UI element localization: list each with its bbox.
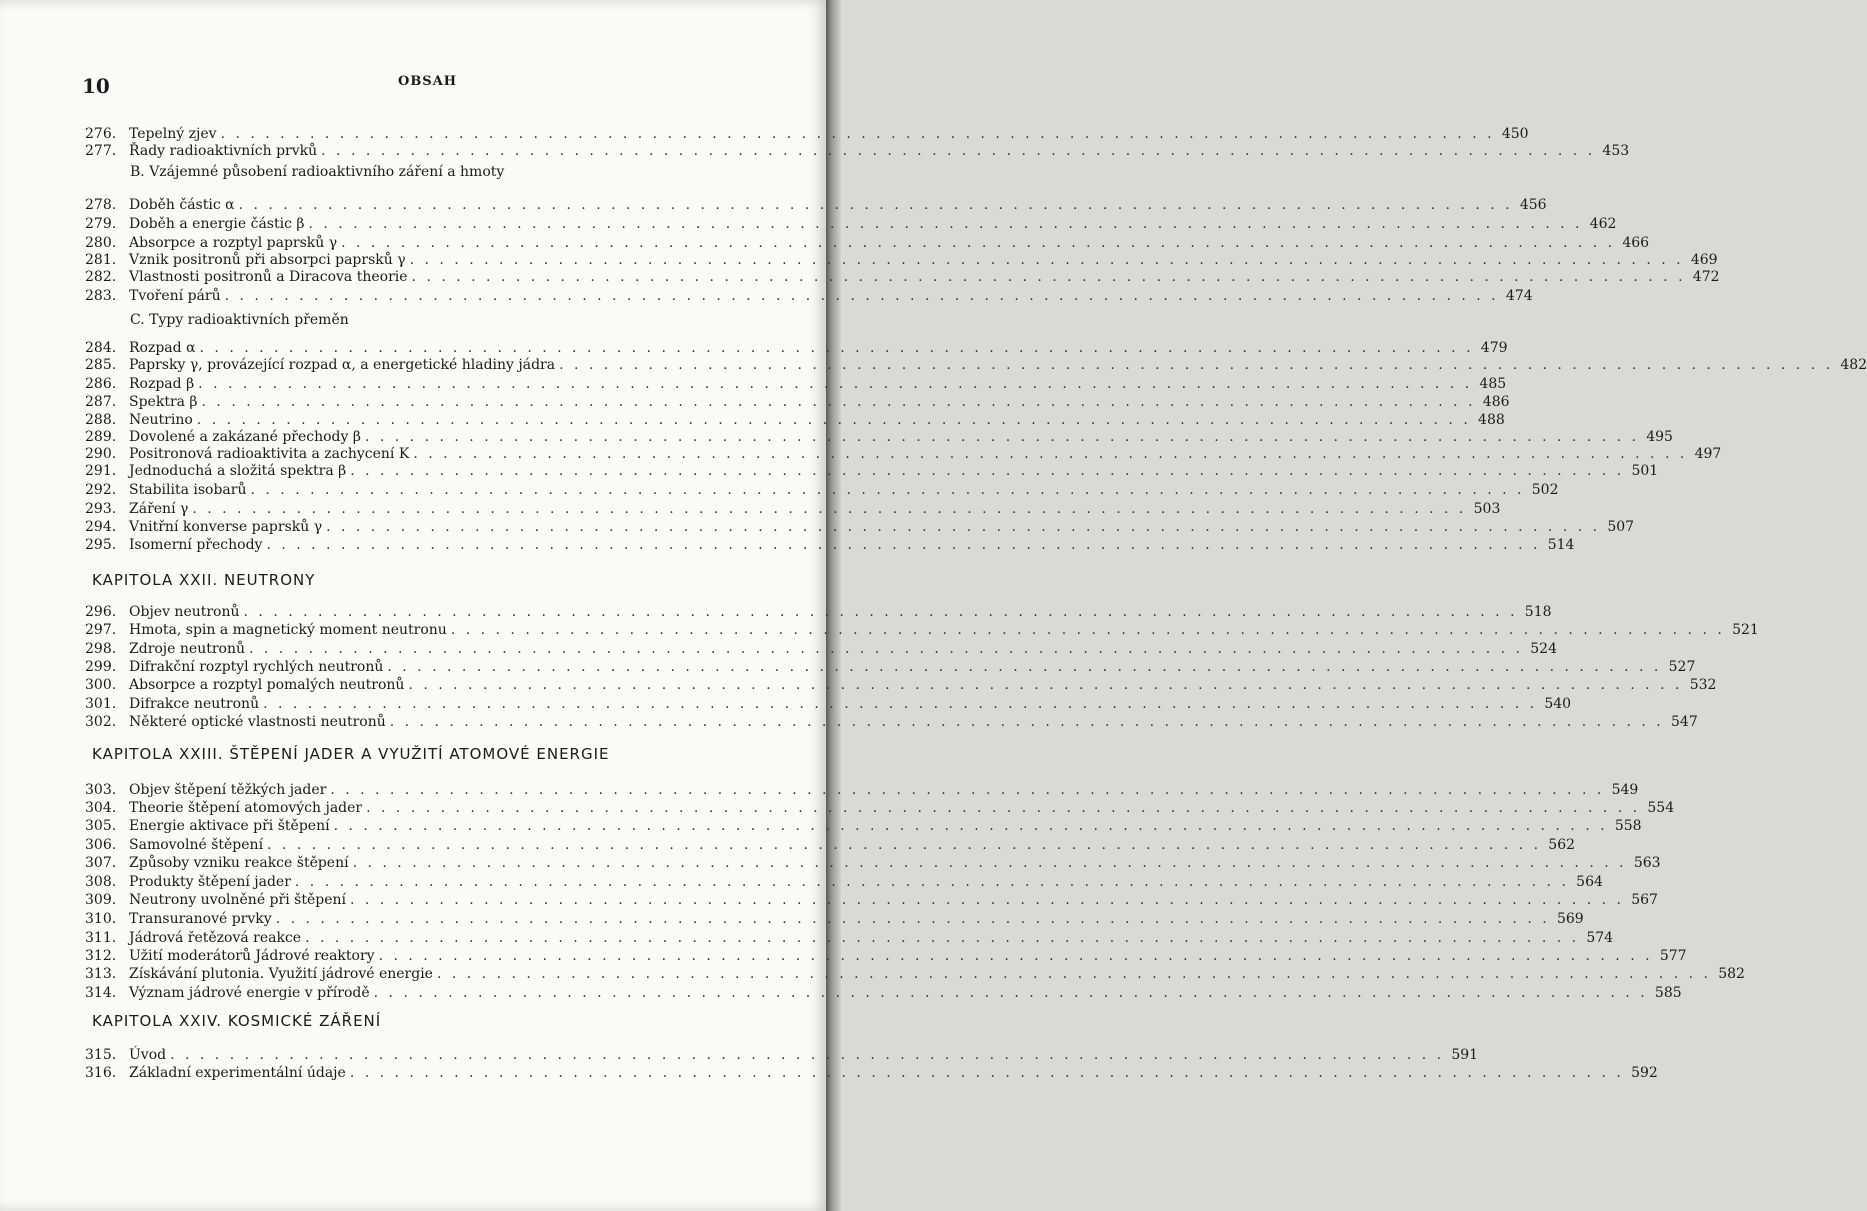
entry-number: 302. bbox=[85, 714, 117, 730]
toc-entry bbox=[85, 640, 1557, 658]
entry-title: Řady radioaktivních prvků bbox=[129, 143, 318, 159]
entry-title: Objev neutronů bbox=[129, 604, 240, 620]
toc-entry bbox=[85, 658, 1696, 676]
entry-number: 284. bbox=[85, 340, 117, 356]
entry-title: Rozpad β bbox=[129, 376, 195, 392]
entry-number: 305. bbox=[85, 818, 117, 834]
dot-leader: . . . . . . . . . . . . . . . . . . . . . . . . . . . . . . . . . . . . . . . . . . . . . . . . . . . . . . . . . . . . . . . . . . . . . . . . . . . . . . . . . . . . . . bbox=[199, 340, 1474, 356]
toc-entry bbox=[85, 781, 1639, 799]
entry-number: 299. bbox=[85, 659, 117, 675]
running-head: OBSAH bbox=[398, 74, 458, 89]
entry-page: 591 bbox=[1451, 1047, 1479, 1063]
entry-page: 469 bbox=[1690, 252, 1718, 268]
toc-entry bbox=[85, 965, 1745, 983]
entry-number: 277. bbox=[85, 143, 117, 159]
dot-leader: . . . . . . . . . . . . . . . . . . . . . . . . . . . . . . . . . . . . . . . . . . . . . . . . . . . . . . . . . . . . . . . . . . . . . . . . . . . . . . . . . . . . . . bbox=[559, 357, 1834, 373]
dot-leader: . . . . . . . . . . . . . . . . . . . . . . . . . . . . . . . . . . . . . . . . . . . . . . . . . . . . . . . . . . . . . . . . . . . . . . . . . . . . . . . . . . . . . . bbox=[220, 126, 1495, 142]
entry-number: 291. bbox=[85, 463, 117, 479]
entry-page: 453 bbox=[1602, 143, 1630, 159]
toc-entry bbox=[85, 234, 1650, 252]
entry-page: 485 bbox=[1479, 376, 1507, 392]
entry-title: Energie aktivace při štěpení bbox=[129, 818, 330, 834]
entry-number: 283. bbox=[85, 288, 117, 304]
entry-title: Neutrony uvolněné při štěpení bbox=[129, 892, 346, 908]
entry-title: Isomerní přechody bbox=[129, 537, 263, 553]
subsection-heading: B. Vzájemné působení radioaktivního záření a hmoty bbox=[130, 164, 505, 180]
entry-page: 462 bbox=[1589, 216, 1617, 232]
entry-number: 308. bbox=[85, 874, 117, 890]
toc-entry bbox=[85, 799, 1675, 817]
dot-leader: . . . . . . . . . . . . . . . . . . . . . . . . . . . . . . . . . . . . . . . . . . . . . . . . . . . . . . . . . . . . . . . . . . . . . . . . . . . . . . . . . . . . . . bbox=[352, 855, 1627, 871]
entry-title: Produkty štěpení jader bbox=[129, 874, 291, 890]
entry-number: 295. bbox=[85, 537, 117, 553]
dot-leader: . . . . . . . . . . . . . . . . . . . . . . . . . . . . . . . . . . . . . . . . . . . . . . . . . . . . . . . . . . . . . . . . . . . . . . . . . . . . . . . . . . . . . . bbox=[450, 622, 1725, 638]
entry-title: Záření γ bbox=[129, 501, 189, 517]
dot-leader: . . . . . . . . . . . . . . . . . . . . . . . . . . . . . . . . . . . . . . . . . . . . . . . . . . . . . . . . . . . . . . . . . . . . . . . . . . . . . . . . . . . . . . bbox=[387, 659, 1662, 675]
entry-title: Některé optické vlastnosti neutronů bbox=[129, 714, 386, 730]
entry-page: 518 bbox=[1524, 604, 1552, 620]
entry-title: Základní experimentální údaje bbox=[129, 1065, 346, 1081]
entry-page: 532 bbox=[1689, 677, 1717, 693]
entry-title: Tvoření párů bbox=[129, 288, 221, 304]
entry-title: Získávání plutonia. Využití jádrové energie bbox=[129, 966, 433, 982]
dot-leader: . . . . . . . . . . . . . . . . . . . . . . . . . . . . . . . . . . . . . . . . . . . . . . . . . . . . . . . . . . . . . . . . . . . . . . . . . . . . . . . . . . . . . . bbox=[349, 1065, 1624, 1081]
entry-page: 472 bbox=[1692, 269, 1720, 285]
toc-entry bbox=[85, 536, 1575, 554]
toc-entry bbox=[85, 251, 1718, 269]
entry-title: Dovolené a zakázané přechody β bbox=[129, 429, 361, 445]
entry-page: 495 bbox=[1646, 429, 1673, 445]
toc-entry bbox=[85, 1064, 1658, 1082]
entry-page: 567 bbox=[1631, 892, 1658, 908]
dot-leader: . . . . . . . . . . . . . . . . . . . . . . . . . . . . . . . . . . . . . . . . . . . . . . . . . . . . . . . . . . . . . . . . . . . . . . . . . . . . . . . . . . . . . . bbox=[389, 714, 1664, 730]
entry-number: 315. bbox=[85, 1047, 117, 1063]
dot-leader: . . . . . . . . . . . . . . . . . . . . . . . . . . . . . . . . . . . . . . . . . . . . . . . . . . . . . . . . . . . . . . . . . . . . . . . . . . . . . . . . . . . . . . bbox=[411, 269, 1686, 285]
entry-title: Význam jádrové energie v přírodě bbox=[129, 985, 370, 1001]
toc-entry bbox=[85, 621, 1759, 639]
dot-leader: . . . . . . . . . . . . . . . . . . . . . . . . . . . . . . . . . . . . . . . . . . . . . . . . . . . . . . . . . . . . . . . . . . . . . . . . . . . . . . . . . . . . . . bbox=[266, 537, 1541, 553]
entry-page: 524 bbox=[1530, 641, 1557, 657]
dot-leader: . . . . . . . . . . . . . . . . . . . . . . . . . . . . . . . . . . . . . . . . . . . . . . . . . . . . . . . . . . . . . . . . . . . . . . . . . . . . . . . . . . . . . . bbox=[201, 394, 1476, 410]
dot-leader: . . . . . . . . . . . . . . . . . . . . . . . . . . . . . . . . . . . . . . . . . . . . . . . . . . . . . . . . . . . . . . . . . . . . . . . . . . . . . . . . . . . . . . bbox=[294, 874, 1569, 890]
dot-leader: . . . . . . . . . . . . . . . . . . . . . . . . . . . . . . . . . . . . . . . . . . . . . . . . . . . . . . . . . . . . . . . . . . . . . . . . . . . . . . . . . . . . . . bbox=[364, 429, 1639, 445]
entry-page: 502 bbox=[1531, 482, 1559, 498]
dot-leader: . . . . . . . . . . . . . . . . . . . . . . . . . . . . . . . . . . . . . . . . . . . . . . . . . . . . . . . . . . . . . . . . . . . . . . . . . . . . . . . . . . . . . . bbox=[341, 235, 1616, 251]
entry-title: Paprsky γ, provázející rozpad α, a energetické hladiny jádra bbox=[129, 357, 556, 373]
entry-title: Jednoduchá a složitá spektra β bbox=[129, 463, 347, 479]
toc-entry bbox=[85, 518, 1635, 536]
toc-entry bbox=[85, 287, 1533, 305]
toc-entry bbox=[85, 375, 1507, 393]
entry-number: 298. bbox=[85, 641, 117, 657]
dot-leader: . . . . . . . . . . . . . . . . . . . . . . . . . . . . . . . . . . . . . . . . . . . . . . . . . . . . . . . . . . . . . . . . . . . . . . . . . . . . . . . . . . . . . . bbox=[263, 696, 1538, 712]
entry-number: 316. bbox=[85, 1065, 117, 1081]
entry-number: 296. bbox=[85, 604, 117, 620]
dot-leader: . . . . . . . . . . . . . . . . . . . . . . . . . . . . . . . . . . . . . . . . . . . . . . . . . . . . . . . . . . . . . . . . . . . . . . . . . . . . . . . . . . . . . . bbox=[196, 412, 1471, 428]
dot-leader: . . . . . . . . . . . . . . . . . . . . . . . . . . . . . . . . . . . . . . . . . . . . . . . . . . . . . . . . . . . . . . . . . . . . . . . . . . . . . . . . . . . . . . bbox=[238, 197, 1513, 213]
toc-entry bbox=[85, 817, 1642, 835]
entry-page: 450 bbox=[1501, 126, 1529, 142]
entry-title: Neutrino bbox=[129, 412, 193, 428]
dot-leader: . . . . . . . . . . . . . . . . . . . . . . . . . . . . . . . . . . . . . . . . . . . . . . . . . . . . . . . . . . . . . . . . . . . . . . . . . . . . . . . . . . . . . . bbox=[378, 948, 1653, 964]
entry-title: Vlastnosti positronů a Diracova theorie bbox=[129, 269, 408, 285]
entry-number: 294. bbox=[85, 519, 117, 535]
entry-number: 276. bbox=[85, 126, 117, 142]
entry-number: 303. bbox=[85, 782, 117, 798]
entry-number: 313. bbox=[85, 966, 117, 982]
entry-page: 582 bbox=[1718, 966, 1745, 982]
dot-leader: . . . . . . . . . . . . . . . . . . . . . . . . . . . . . . . . . . . . . . . . . . . . . . . . . . . . . . . . . . . . . . . . . . . . . . . . . . . . . . . . . . . . . . bbox=[267, 837, 1542, 853]
dot-leader: . . . . . . . . . . . . . . . . . . . . . . . . . . . . . . . . . . . . . . . . . . . . . . . . . . . . . . . . . . . . . . . . . . . . . . . . . . . . . . . . . . . . . . bbox=[198, 376, 1473, 392]
dot-leader: . . . . . . . . . . . . . . . . . . . . . . . . . . . . . . . . . . . . . . . . . . . . . . . . . . . . . . . . . . . . . . . . . . . . . . . . . . . . . . . . . . . . . . bbox=[250, 482, 1525, 498]
page-number: 10 bbox=[82, 74, 110, 98]
dot-leader: . . . . . . . . . . . . . . . . . . . . . . . . . . . . . . . . . . . . . . . . . . . . . . . . . . . . . . . . . . . . . . . . . . . . . . . . . . . . . . . . . . . . . . bbox=[413, 446, 1688, 462]
entry-title: Vznik positronů při absorpci paprsků γ bbox=[129, 252, 406, 268]
chapter-heading: KAPITOLA XXIV. KOSMICKÉ ZÁŘENÍ bbox=[92, 1012, 382, 1030]
chapter-heading: KAPITOLA XXIII. ŠTĚPENÍ JADER A VYUŽITÍ ATOMOVÉ ENERGIE bbox=[92, 745, 610, 763]
entry-page: 456 bbox=[1519, 197, 1547, 213]
toc-entry bbox=[85, 125, 1529, 143]
entry-title: Úvod bbox=[129, 1047, 167, 1063]
entry-number: 306. bbox=[85, 837, 117, 853]
dot-leader: . . . . . . . . . . . . . . . . . . . . . . . . . . . . . . . . . . . . . . . . . . . . . . . . . . . . . . . . . . . . . . . . . . . . . . . . . . . . . . . . . . . . . . bbox=[408, 677, 1683, 693]
entry-title: Vnitřní konverse paprsků γ bbox=[129, 519, 323, 535]
subsection-heading: C. Typy radioaktivních přeměn bbox=[130, 312, 349, 328]
dot-leader: . . . . . . . . . . . . . . . . . . . . . . . . . . . . . . . . . . . . . . . . . . . . . . . . . . . . . . . . . . . . . . . . . . . . . . . . . . . . . . . . . . . . . . bbox=[305, 930, 1580, 946]
toc-entry bbox=[85, 462, 1659, 480]
dot-leader: . . . . . . . . . . . . . . . . . . . . . . . . . . . . . . . . . . . . . . . . . . . . . . . . . . . . . . . . . . . . . . . . . . . . . . . . . . . . . . . . . . . . . . bbox=[275, 911, 1550, 927]
chapter-heading: KAPITOLA XXII. NEUTRONY bbox=[92, 571, 316, 589]
entry-title: Stabilita isobarů bbox=[129, 482, 247, 498]
entry-title: Absorpce a rozptyl paprsků γ bbox=[129, 235, 338, 251]
toc-entry bbox=[85, 929, 1614, 947]
entry-title: Tepelný zjev bbox=[129, 126, 217, 142]
entry-page: 474 bbox=[1505, 288, 1533, 304]
entry-title: Spektra β bbox=[129, 394, 198, 410]
entry-title: Transuranové prvky bbox=[129, 911, 272, 927]
entry-number: 285. bbox=[85, 357, 117, 373]
entry-page: 527 bbox=[1668, 659, 1696, 675]
dot-leader: . . . . . . . . . . . . . . . . . . . . . . . . . . . . . . . . . . . . . . . . . . . . . . . . . . . . . . . . . . . . . . . . . . . . . . . . . . . . . . . . . . . . . . bbox=[349, 892, 1624, 908]
toc-entry bbox=[85, 836, 1576, 854]
entry-number: 309. bbox=[85, 892, 117, 908]
entry-title: Doběh částic α bbox=[129, 197, 235, 213]
entry-number: 282. bbox=[85, 269, 117, 285]
entry-page: 558 bbox=[1614, 818, 1642, 834]
entry-number: 310. bbox=[85, 911, 117, 927]
entry-page: 488 bbox=[1478, 412, 1505, 428]
dot-leader: . . . . . . . . . . . . . . . . . . . . . . . . . . . . . . . . . . . . . . . . . . . . . . . . . . . . . . . . . . . . . . . . . . . . . . . . . . . . . . . . . . . . . . bbox=[373, 985, 1648, 1001]
entry-page: 501 bbox=[1631, 463, 1659, 479]
toc-entry bbox=[85, 339, 1508, 357]
dot-leader: . . . . . . . . . . . . . . . . . . . . . . . . . . . . . . . . . . . . . . . . . . . . . . . . . . . . . . . . . . . . . . . . . . . . . . . . . . . . . . . . . . . . . . bbox=[224, 288, 1499, 304]
dot-leader: . . . . . . . . . . . . . . . . . . . . . . . . . . . . . . . . . . . . . . . . . . . . . . . . . . . . . . . . . . . . . . . . . . . . . . . . . . . . . . . . . . . . . . bbox=[243, 604, 1518, 620]
entry-page: 514 bbox=[1547, 537, 1575, 553]
toc-entry bbox=[85, 854, 1661, 872]
entry-number: 289. bbox=[85, 429, 117, 445]
dot-leader: . . . . . . . . . . . . . . . . . . . . . . . . . . . . . . . . . . . . . . . . . . . . . . . . . . . . . . . . . . . . . . . . . . . . . . . . . . . . . . . . . . . . . . bbox=[409, 252, 1684, 268]
toc-entry bbox=[85, 500, 1501, 518]
dot-leader: . . . . . . . . . . . . . . . . . . . . . . . . . . . . . . . . . . . . . . . . . . . . . . . . . . . . . . . . . . . . . . . . . . . . . . . . . . . . . . . . . . . . . . bbox=[366, 800, 1641, 816]
entry-title: Rozpad α bbox=[129, 340, 196, 356]
entry-number: 280. bbox=[85, 235, 117, 251]
toc-entry bbox=[85, 713, 1698, 731]
entry-page: 540 bbox=[1544, 696, 1572, 712]
entry-number: 279. bbox=[85, 216, 117, 232]
dot-leader: . . . . . . . . . . . . . . . . . . . . . . . . . . . . . . . . . . . . . . . . . . . . . . . . . . . . . . . . . . . . . . . . . . . . . . . . . . . . . . . . . . . . . . bbox=[436, 966, 1711, 982]
entry-title: Positronová radioaktivita a zachycení K bbox=[129, 446, 410, 462]
toc-entry bbox=[85, 215, 1617, 233]
dot-leader: . . . . . . . . . . . . . . . . . . . . . . . . . . . . . . . . . . . . . . . . . . . . . . . . . . . . . . . . . . . . . . . . . . . . . . . . . . . . . . . . . . . . . . bbox=[249, 641, 1523, 657]
entry-page: 479 bbox=[1480, 340, 1508, 356]
entry-page: 564 bbox=[1576, 874, 1603, 890]
entry-title: Absorpce a rozptyl pomalých neutronů bbox=[129, 677, 405, 693]
toc-entry bbox=[85, 356, 1867, 374]
toc-entry bbox=[85, 411, 1505, 429]
entry-title: Difrakční rozptyl rychlých neutronů bbox=[129, 659, 384, 675]
entry-title: Doběh a energie částic β bbox=[129, 216, 305, 232]
toc-entry bbox=[85, 142, 1630, 160]
entry-title: Samovolné štěpení bbox=[129, 837, 264, 853]
toc-entry bbox=[85, 695, 1572, 713]
entry-title: Objev štěpení těžkých jader bbox=[129, 782, 327, 798]
entry-title: Theorie štěpení atomových jader bbox=[129, 800, 363, 816]
toc-entry bbox=[85, 676, 1717, 694]
entry-number: 301. bbox=[85, 696, 117, 712]
entry-number: 311. bbox=[85, 930, 117, 946]
entry-number: 307. bbox=[85, 855, 117, 871]
entry-page: 592 bbox=[1631, 1065, 1658, 1081]
toc-entry bbox=[85, 428, 1673, 446]
toc-entry bbox=[85, 947, 1687, 965]
dot-leader: . . . . . . . . . . . . . . . . . . . . . . . . . . . . . . . . . . . . . . . . . . . . . . . . . . . . . . . . . . . . . . . . . . . . . . . . . . . . . . . . . . . . . . bbox=[326, 519, 1601, 535]
entry-title: Užití moderátorů Jádrové reaktory bbox=[129, 948, 375, 964]
entry-page: 577 bbox=[1659, 948, 1687, 964]
entry-page: 497 bbox=[1694, 446, 1722, 462]
entry-page: 562 bbox=[1548, 837, 1576, 853]
dot-leader: . . . . . . . . . . . . . . . . . . . . . . . . . . . . . . . . . . . . . . . . . . . . . . . . . . . . . . . . . . . . . . . . . . . . . . . . . . . . . . . . . . . . . . bbox=[308, 216, 1583, 232]
entry-page: 569 bbox=[1556, 911, 1584, 927]
entry-page: 482 bbox=[1840, 357, 1867, 373]
toc-entry bbox=[85, 1046, 1479, 1064]
entry-page: 549 bbox=[1611, 782, 1639, 798]
toc-entry bbox=[85, 268, 1720, 286]
toc-entry bbox=[85, 984, 1682, 1002]
entry-page: 547 bbox=[1671, 714, 1698, 730]
entry-number: 287. bbox=[85, 394, 117, 410]
toc-entry bbox=[85, 891, 1658, 909]
toc-entry bbox=[85, 393, 1510, 411]
entry-title: Hmota, spin a magnetický moment neutronu bbox=[129, 622, 447, 638]
entry-page: 503 bbox=[1473, 501, 1501, 517]
entry-number: 292. bbox=[85, 482, 117, 498]
entry-number: 312. bbox=[85, 948, 117, 964]
entry-page: 554 bbox=[1647, 800, 1675, 816]
entry-number: 281. bbox=[85, 252, 117, 268]
entry-number: 300. bbox=[85, 677, 117, 693]
entry-page: 507 bbox=[1607, 519, 1635, 535]
entry-page: 521 bbox=[1732, 622, 1759, 638]
entry-number: 286. bbox=[85, 376, 117, 392]
entry-title: Jádrová řetězová reakce bbox=[129, 930, 302, 946]
entry-page: 466 bbox=[1622, 235, 1650, 251]
dot-leader: . . . . . . . . . . . . . . . . . . . . . . . . . . . . . . . . . . . . . . . . . . . . . . . . . . . . . . . . . . . . . . . . . . . . . . . . . . . . . . . . . . . . . . bbox=[321, 143, 1596, 159]
toc-entry bbox=[85, 445, 1722, 463]
entry-number: 304. bbox=[85, 800, 117, 816]
toc-entry bbox=[85, 873, 1603, 891]
entry-page: 486 bbox=[1482, 394, 1510, 410]
entry-number: 288. bbox=[85, 412, 117, 428]
toc-entry bbox=[85, 481, 1559, 499]
dot-leader: . . . . . . . . . . . . . . . . . . . . . . . . . . . . . . . . . . . . . . . . . . . . . . . . . . . . . . . . . . . . . . . . . . . . . . . . . . . . . . . . . . . . . . bbox=[333, 818, 1608, 834]
entry-number: 290. bbox=[85, 446, 117, 462]
dot-leader: . . . . . . . . . . . . . . . . . . . . . . . . . . . . . . . . . . . . . . . . . . . . . . . . . . . . . . . . . . . . . . . . . . . . . . . . . . . . . . . . . . . . . . bbox=[170, 1047, 1445, 1063]
entry-title: Zdroje neutronů bbox=[129, 641, 245, 657]
entry-number: 293. bbox=[85, 501, 117, 517]
toc-entry bbox=[85, 196, 1547, 214]
entry-title: Difrakce neutronů bbox=[129, 696, 260, 712]
entry-number: 314. bbox=[85, 985, 117, 1001]
entry-page: 574 bbox=[1586, 930, 1614, 946]
entry-page: 585 bbox=[1654, 985, 1682, 1001]
toc-entry bbox=[85, 603, 1552, 621]
dot-leader: . . . . . . . . . . . . . . . . . . . . . . . . . . . . . . . . . . . . . . . . . . . . . . . . . . . . . . . . . . . . . . . . . . . . . . . . . . . . . . . . . . . . . . bbox=[192, 501, 1467, 517]
entry-page: 563 bbox=[1633, 855, 1661, 871]
entry-number: 278. bbox=[85, 197, 117, 213]
dot-leader: . . . . . . . . . . . . . . . . . . . . . . . . . . . . . . . . . . . . . . . . . . . . . . . . . . . . . . . . . . . . . . . . . . . . . . . . . . . . . . . . . . . . . . bbox=[330, 782, 1605, 798]
entry-title: Způsoby vzniku reakce štěpení bbox=[129, 855, 349, 871]
toc-entry bbox=[85, 910, 1584, 928]
entry-number: 297. bbox=[85, 622, 117, 638]
dot-leader: . . . . . . . . . . . . . . . . . . . . . . . . . . . . . . . . . . . . . . . . . . . . . . . . . . . . . . . . . . . . . . . . . . . . . . . . . . . . . . . . . . . . . . bbox=[350, 463, 1625, 479]
